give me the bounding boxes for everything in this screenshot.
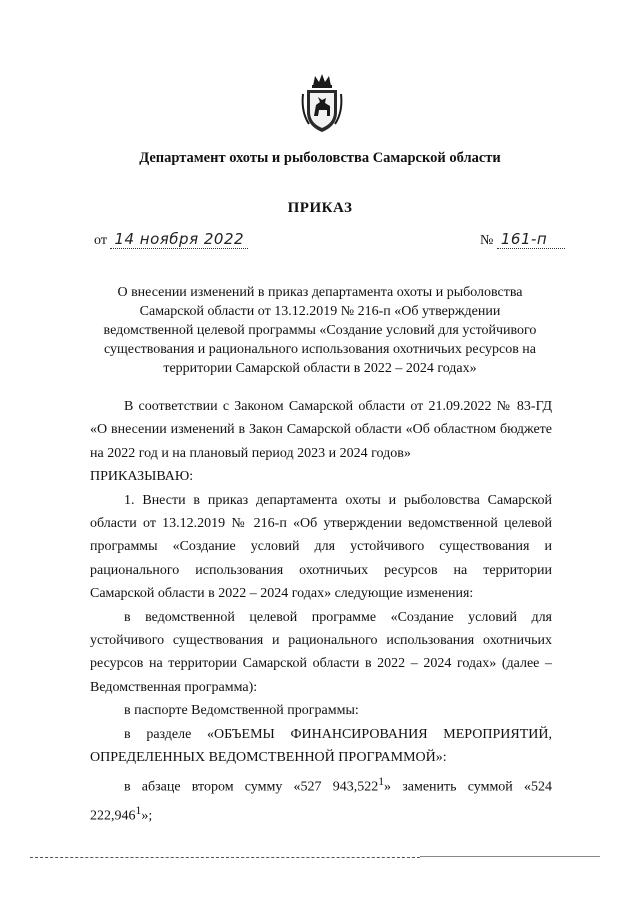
bottom-scan-line-right <box>420 856 600 857</box>
paragraph-passport: в паспорте Ведомственной программы: <box>124 703 359 719</box>
date-prefix: от <box>94 233 107 248</box>
document-type-title: ПРИКАЗ <box>287 200 353 216</box>
paragraph-sum-change <box>90 770 552 828</box>
number-prefix: № <box>480 233 494 248</box>
handwritten-number: 161-п <box>497 230 565 249</box>
paragraph-program: в ведомственной целевой программе «Создание условий для устойчивого существования и рационального использования охотничьих ресурсов на территории Самарской области в 2022 – 2024 годах» (далее – Ведомственная программа): <box>90 609 552 695</box>
paragraph-order-word: ПРИКАЗЫВАЮ: <box>90 469 194 485</box>
department-title: Департамент охоты и рыболовства Самарской области <box>139 150 501 166</box>
paragraph-item-1: 1. Внести в приказ департамента охоты и рыболовства Самарской области от 13.12.2019 № 216-п «Об утверждении ведомственной целевой программы «Создание условий для устойчивого существования и рационального использования охотничьих ресурсов на территории Самарской области в 2022 – 2024 годах» следующие изменения: <box>90 492 552 602</box>
sum-change-part-b: » заменить суммой «524 222,946 <box>90 779 552 824</box>
document-subject: О внесении изменений в приказ департамента охоты и рыболовства Самарской области от 13.12.2019 № 216-п «Об утверждении ведомственной целевой программы «Создание условий для устойчивого существования и рационального использования охотничьих ресурсов на территории Самарской области в 2022 – 2024 годах» <box>103 285 537 376</box>
document-body <box>90 395 552 828</box>
paragraph-section: в разделе «ОБЪЕМЫ ФИНАНСИРОВАНИЯ МЕРОПРИЯТИЙ, ОПРЕДЕЛЕННЫХ ВЕДОМСТВЕННОЙ ПРОГРАММОЙ»: <box>90 726 552 766</box>
number-line <box>480 230 565 249</box>
bottom-scan-line <box>30 857 420 858</box>
footnote-mark-2: 1 <box>135 803 142 817</box>
date-line <box>94 230 248 249</box>
sum-change-part-c: »; <box>141 808 153 824</box>
coat-of-arms-emblem <box>299 72 345 134</box>
footnote-mark-1: 1 <box>378 774 385 788</box>
handwritten-date: 14 ноября 2022 <box>110 230 248 249</box>
sum-change-part-a: в абзаце втором сумму «527 943,522 <box>124 779 379 795</box>
paragraph-basis: В соответствии с Законом Самарской области от 21.09.2022 № 83-ГД «О внесении изменений в Закон Самарской области «Об областном бюджете на 2022 год и на плановый период 2023 и 2024 годов» <box>90 399 552 461</box>
